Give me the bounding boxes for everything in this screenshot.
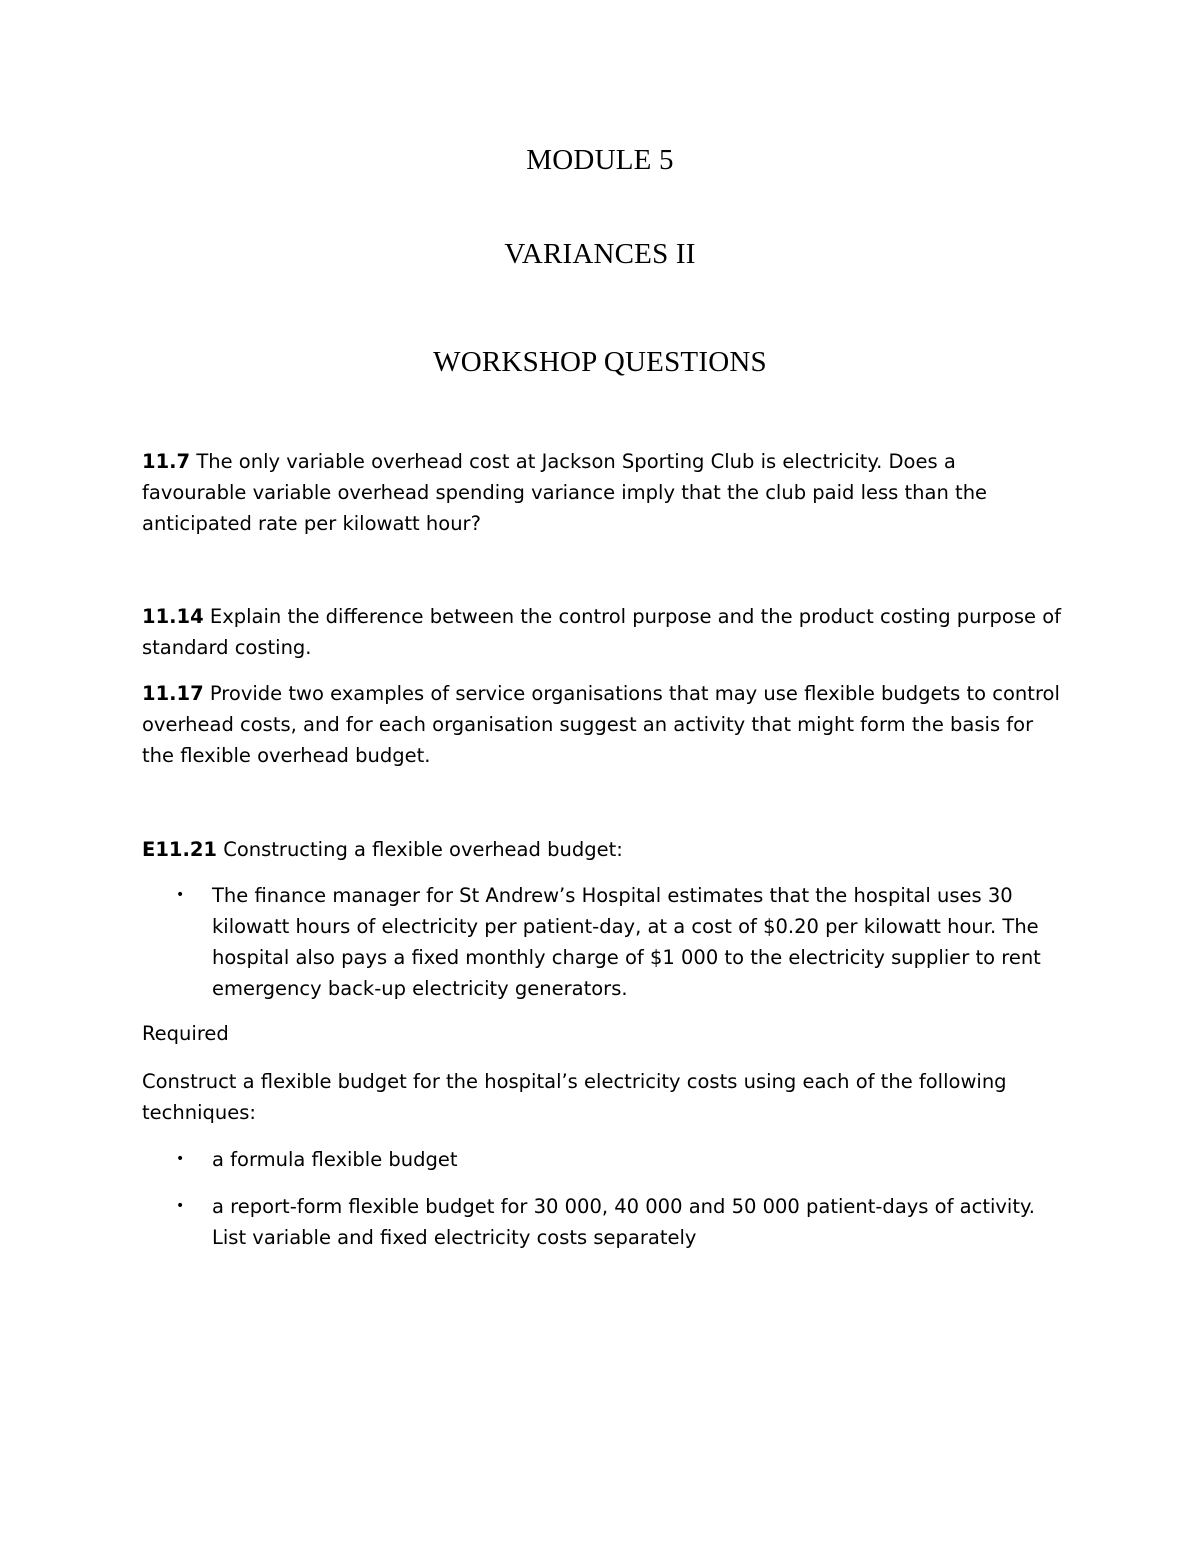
question-number: 11.14 <box>142 605 204 628</box>
question-text: The only variable overhead cost at Jackson Sporting Club is electricity. Does a favourable variable overhead spending variance imply that the club paid less than the anticipated rate per kilowatt hour? <box>142 450 988 535</box>
technique-text: a report-form flexible budget for 30 000, 40 000 and 50 000 patient-days of activity. List variable and fixed electricity costs separately <box>212 1195 1035 1249</box>
bullet-icon: • <box>176 1151 185 1167</box>
required-label: Required <box>142 1022 229 1045</box>
module-heading: MODULE 5 <box>526 144 674 176</box>
question-number: 11.7 <box>142 450 191 473</box>
topic-heading: VARIANCES II <box>504 238 696 270</box>
bullet-icon: • <box>176 887 185 903</box>
exercise-heading <box>142 834 1062 865</box>
question-number: 11.17 <box>142 682 204 705</box>
question-11-7 <box>142 446 1062 539</box>
exercise-title: Constructing a flexible overhead budget: <box>217 838 623 861</box>
bullet-icon: • <box>176 1198 185 1214</box>
scenario-text: The finance manager for St Andrew’s Hospital estimates that the hospital uses 30 kilowatt hours of electricity per patient-day, at a cost of $0.20 per kilowatt hour. The hospital also pays a fixed monthly charge of $1 000 to the electricity supplier to rent emergency back-up electricity generators. <box>212 884 1041 1000</box>
question-text: Explain the difference between the control purpose and the product costing purpose of standard costing. <box>142 605 1061 659</box>
question-11-14 <box>142 601 1062 663</box>
instruction-text: Construct a flexible budget for the hospital’s electricity costs using each of the following techniques: <box>142 1070 1007 1124</box>
question-text: Provide two examples of service organisations that may use flexible budgets to control overhead costs, and for each organisation suggest an activity that might form the basis for the flexible overhead budget. <box>142 682 1060 767</box>
technique-text: a formula flexible budget <box>212 1148 458 1171</box>
section-heading: WORKSHOP QUESTIONS <box>433 346 767 378</box>
question-11-17 <box>142 678 1062 771</box>
exercise-number: E11.21 <box>142 838 218 861</box>
